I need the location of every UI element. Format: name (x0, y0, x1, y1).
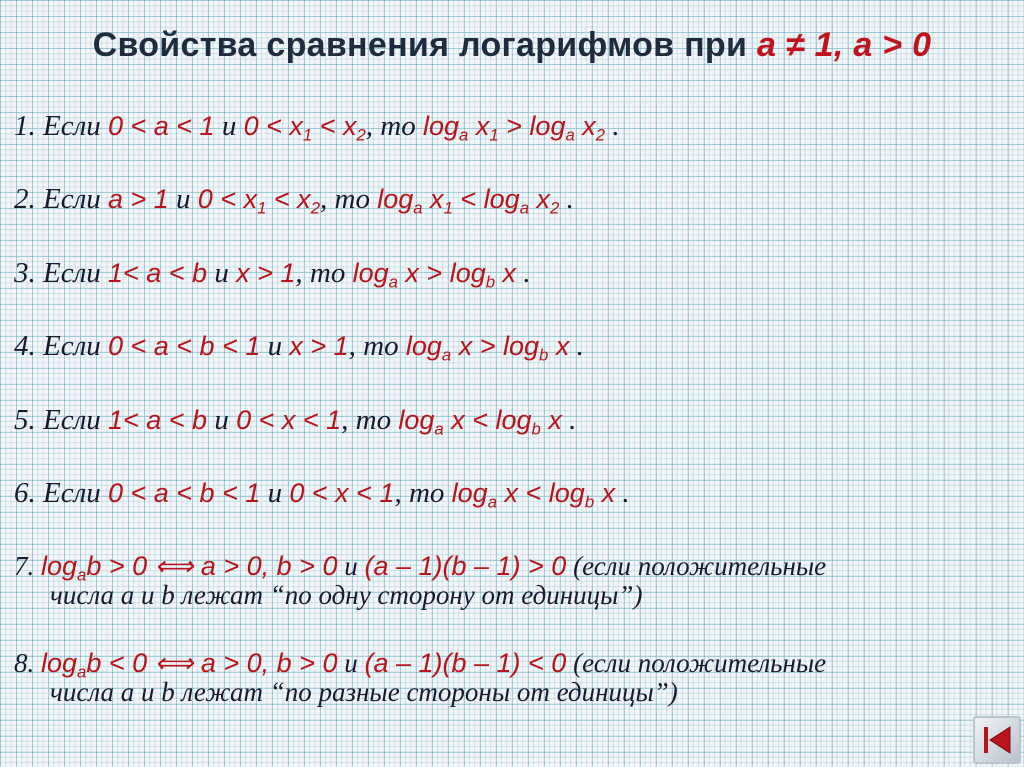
condition-1: 1< a < b (107, 405, 208, 435)
result: $\log_a x_1 < \log_a x_2$ (377, 184, 560, 218)
condition-2: $0 < x_1 < x_2$ (197, 184, 320, 218)
condition-2: x > 1 (289, 331, 349, 361)
and-word: и (176, 183, 191, 215)
period: . (605, 110, 620, 142)
then-word: , то (320, 183, 370, 215)
title-condition: a ≠ 1, a > 0 (756, 26, 932, 64)
then-word: , то (394, 477, 445, 509)
page-title (0, 26, 1024, 65)
property-7 (14, 551, 826, 611)
equivalence: $\log_ab > 0$ ⟺ a > 0, b > 0 (41, 551, 338, 585)
property-4 (14, 330, 584, 363)
and-word: и (344, 648, 358, 678)
if-word: Если (43, 404, 101, 436)
product-condition: (a – 1)(b – 1) > 0 (364, 551, 567, 581)
and-word: и (267, 477, 283, 509)
if-word: Если (43, 110, 101, 142)
condition-1: 0 < a < 1 (107, 111, 215, 141)
then-word: , то (295, 257, 346, 289)
note-line-1: (если положительные (573, 551, 827, 581)
property-6 (14, 477, 630, 510)
if-word: Если (43, 330, 101, 362)
note-line-2: числа a и b лежат “по одну сторону от единицы”) (50, 580, 643, 610)
condition-1: 0 < a < b < 1 (107, 331, 261, 361)
return-to-start-icon (975, 718, 1019, 762)
item-number: 7. (14, 551, 35, 581)
property-1 (14, 110, 620, 143)
and-word: и (214, 257, 229, 289)
condition-1: a > 1 (107, 184, 169, 214)
item-number: 4. (14, 330, 36, 362)
and-word: и (214, 404, 229, 436)
if-word: Если (43, 477, 101, 509)
note-line-1: (если положительные (573, 648, 827, 678)
item-number: 5. (14, 404, 36, 436)
product-condition: (a – 1)(b – 1) < 0 (364, 648, 567, 678)
period: . (615, 477, 630, 509)
result: $\log_a x < \log_b x$ (451, 478, 616, 512)
property-5 (14, 404, 576, 437)
result: $\log_a x_1 > \log_a x_2$ (422, 111, 606, 145)
period: . (516, 257, 531, 289)
and-word: и (267, 330, 283, 362)
condition-2: $0 < x_1 < x_2$ (243, 111, 366, 145)
item-number: 3. (14, 257, 36, 289)
and-word: и (221, 110, 237, 142)
result: $\log_a x > \log_b x$ (405, 331, 570, 365)
if-word: Если (43, 183, 101, 215)
condition-2: x > 1 (236, 258, 296, 288)
equivalence: $\log_ab < 0$ ⟺ a > 0, b > 0 (41, 648, 338, 682)
period: . (561, 404, 577, 436)
property-2 (14, 183, 574, 216)
property-3 (14, 257, 531, 290)
condition-2: 0 < x < 1 (236, 405, 342, 435)
then-word: , то (341, 404, 392, 436)
result: $\log_a x > \log_b x$ (352, 258, 517, 292)
condition-1: 1< a < b (107, 258, 208, 288)
condition-2: 0 < x < 1 (289, 478, 395, 508)
note-line-2: числа a и b лежат “по разные стороны от единицы”) (50, 677, 678, 707)
then-word: , то (365, 110, 416, 142)
title-text: Свойства сравнения логарифмов при (92, 26, 757, 64)
condition-1: 0 < a < b < 1 (107, 478, 261, 508)
property-8 (14, 648, 826, 708)
and-word: и (344, 551, 358, 581)
item-number: 1. (14, 110, 36, 142)
if-word: Если (43, 257, 101, 289)
item-number: 6. (14, 477, 36, 509)
return-to-start-button[interactable] (973, 716, 1021, 764)
period: . (559, 183, 574, 215)
period: . (569, 330, 584, 362)
then-word: , то (348, 330, 399, 362)
item-number: 2. (14, 183, 36, 215)
result: $\log_a x < \log_b x$ (398, 405, 562, 439)
item-number: 8. (14, 648, 35, 678)
